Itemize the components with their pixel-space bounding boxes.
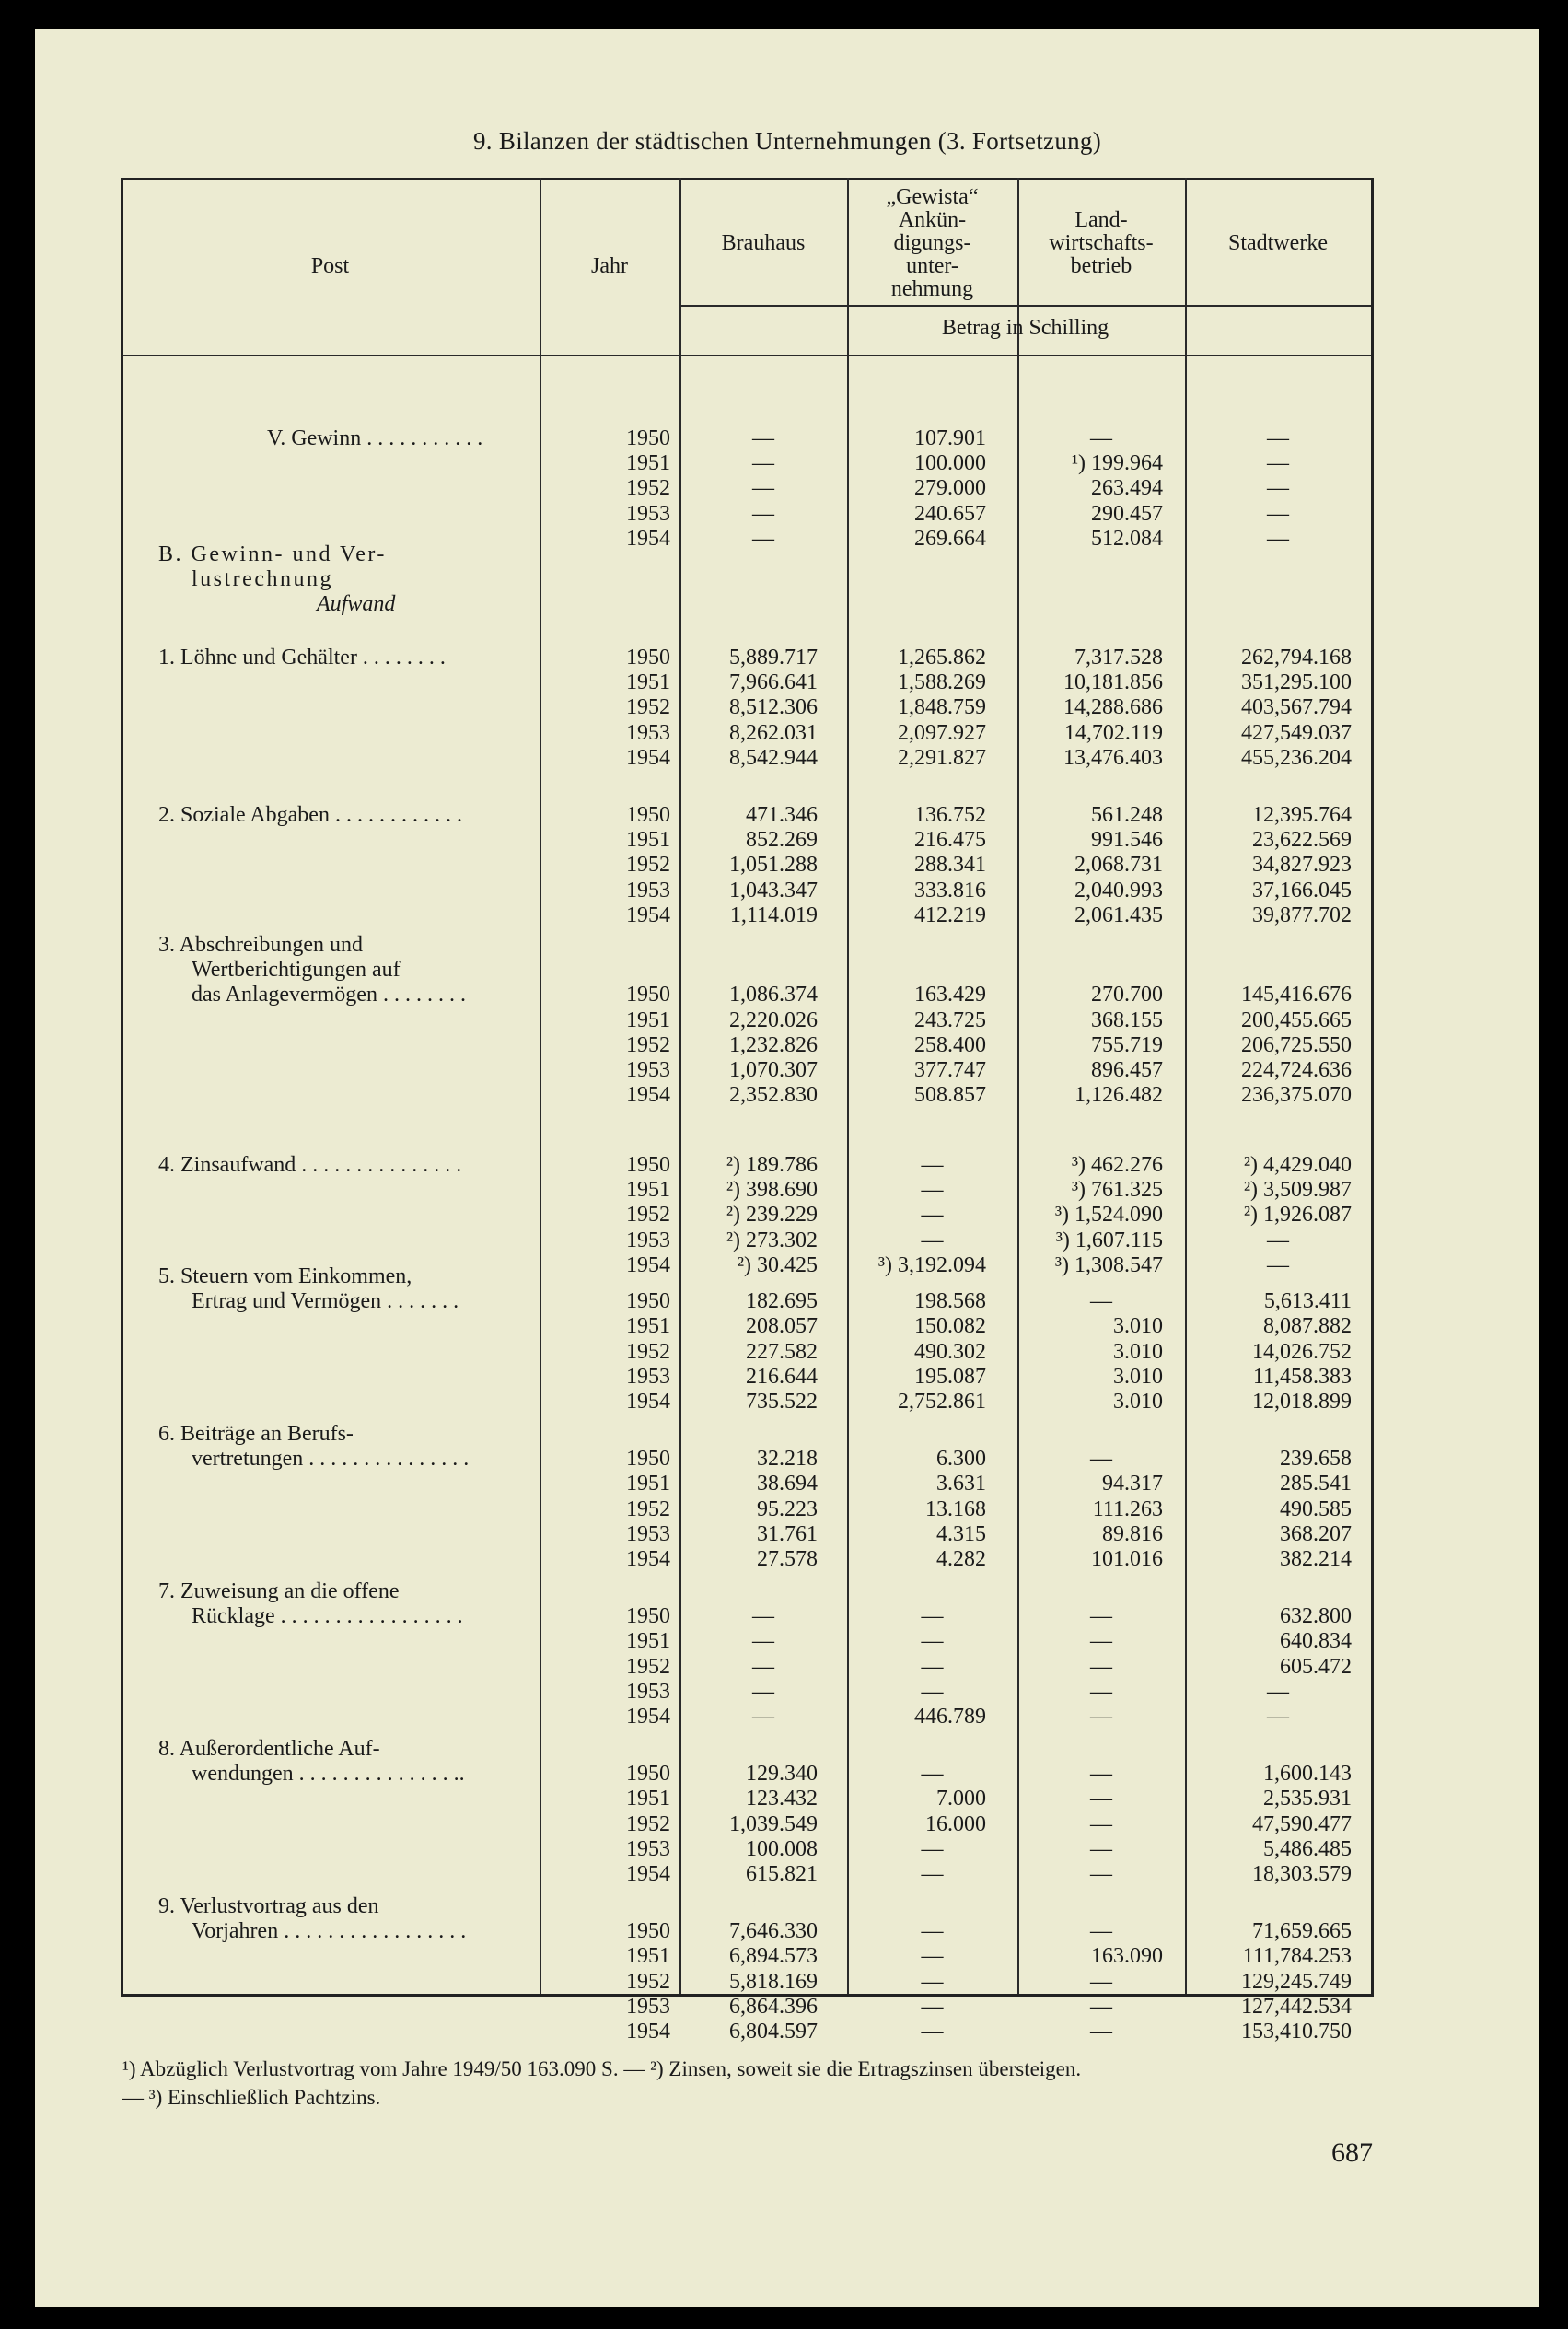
value-cell: 368.207 bbox=[1280, 1521, 1352, 1546]
value-cell: — bbox=[752, 1705, 774, 1729]
value-cell: 412.219 bbox=[914, 902, 986, 927]
value-cell: — bbox=[1090, 1994, 1112, 2019]
year-cell: 1951 bbox=[626, 670, 670, 695]
post-label: Aufwand bbox=[317, 592, 396, 617]
value-cell: 7,317.528 bbox=[1074, 646, 1163, 670]
value-cell: 471.346 bbox=[746, 803, 818, 827]
year-cell: 1953 bbox=[626, 501, 670, 526]
value-cell: — bbox=[921, 1153, 944, 1177]
post-label: 9. Verlustvortrag aus den bbox=[158, 1894, 379, 1918]
value-cell: — bbox=[752, 476, 774, 501]
value-cell: — bbox=[1090, 1447, 1112, 1472]
value-cell: 3.010 bbox=[1113, 1364, 1163, 1389]
value-cell: 1,114.019 bbox=[729, 902, 818, 927]
value-cell: 32.218 bbox=[757, 1447, 818, 1472]
year-cell: 1953 bbox=[626, 1228, 670, 1252]
value-cell: 403,567.794 bbox=[1241, 695, 1352, 720]
year-cell: 1950 bbox=[626, 983, 670, 1007]
value-cell: — bbox=[1090, 1679, 1112, 1704]
value-cell: 206,725.550 bbox=[1241, 1032, 1352, 1057]
value-cell: ³) 3,192.094 bbox=[877, 1252, 986, 1277]
value-cell: 377.747 bbox=[914, 1058, 986, 1082]
value-cell: 71,659.665 bbox=[1252, 1919, 1352, 1944]
post-label: 7. Zuweisung an die offene bbox=[158, 1579, 400, 1603]
value-cell: 896.457 bbox=[1091, 1058, 1163, 1082]
value-cell: 14,702.119 bbox=[1063, 720, 1163, 745]
year-cell: 1954 bbox=[626, 902, 670, 927]
value-cell: 279.000 bbox=[914, 476, 986, 501]
value-cell: 224,724.636 bbox=[1241, 1058, 1352, 1082]
value-cell: 127,442.534 bbox=[1241, 1994, 1352, 2019]
year-cell: 1954 bbox=[626, 1390, 670, 1414]
year-cell: 1952 bbox=[626, 1032, 670, 1057]
value-cell: — bbox=[752, 1604, 774, 1629]
year-cell: 1951 bbox=[626, 1629, 670, 1654]
document-page bbox=[35, 29, 1539, 2307]
value-cell: ²) 239.229 bbox=[726, 1203, 818, 1228]
footnote-line: — ³) Einschließlich Pachtzins. bbox=[122, 2086, 381, 2109]
header-rule bbox=[122, 355, 1371, 356]
value-cell: 446.789 bbox=[914, 1705, 986, 1729]
year-cell: 1953 bbox=[626, 720, 670, 745]
unit-rule bbox=[679, 305, 1371, 307]
value-cell: 270.700 bbox=[1091, 983, 1163, 1007]
value-cell: 8,542.944 bbox=[729, 745, 818, 770]
value-cell: 2,097.927 bbox=[898, 720, 986, 745]
year-cell: 1952 bbox=[626, 695, 670, 720]
value-cell: 107.901 bbox=[914, 426, 986, 450]
value-cell: 123.432 bbox=[746, 1787, 818, 1811]
value-cell: 1,043.347 bbox=[729, 878, 818, 902]
value-cell: 11,458.383 bbox=[1252, 1364, 1352, 1389]
value-cell: — bbox=[921, 1862, 944, 1886]
year-cell: 1951 bbox=[626, 1178, 670, 1203]
value-cell: 153,410.750 bbox=[1241, 2020, 1352, 2044]
value-cell: 2,061.435 bbox=[1074, 902, 1163, 927]
value-cell: ²) 189.786 bbox=[726, 1153, 818, 1177]
value-cell: 100.008 bbox=[746, 1836, 818, 1861]
value-cell: 1,600.143 bbox=[1263, 1762, 1352, 1787]
value-cell: 262,794.168 bbox=[1241, 646, 1352, 670]
year-cell: 1954 bbox=[626, 1862, 670, 1886]
value-cell: 258.400 bbox=[914, 1032, 986, 1057]
year-cell: 1952 bbox=[626, 1811, 670, 1836]
value-cell: — bbox=[921, 1919, 944, 1944]
value-cell: — bbox=[1267, 1228, 1289, 1252]
value-cell: 263.494 bbox=[1091, 476, 1163, 501]
post-label: Vorjahren . . . . . . . . . . . . . . . . . bbox=[192, 1919, 467, 1944]
year-cell: 1950 bbox=[626, 1604, 670, 1629]
value-cell: 2,291.827 bbox=[898, 745, 986, 770]
value-cell: 13.168 bbox=[925, 1496, 986, 1521]
value-cell: 240.657 bbox=[914, 501, 986, 526]
value-cell: 111.263 bbox=[1092, 1496, 1163, 1521]
year-cell: 1950 bbox=[626, 1447, 670, 1472]
value-cell: — bbox=[921, 2020, 944, 2044]
value-cell: 38.694 bbox=[757, 1472, 818, 1496]
value-cell: 490.585 bbox=[1280, 1496, 1352, 1521]
year-cell: 1954 bbox=[626, 526, 670, 551]
value-cell: — bbox=[921, 1629, 944, 1654]
year-cell: 1952 bbox=[626, 1203, 670, 1228]
year-cell: 1952 bbox=[626, 476, 670, 501]
year-cell: 1953 bbox=[626, 1679, 670, 1704]
year-cell: 1951 bbox=[626, 1007, 670, 1032]
value-cell: 290.457 bbox=[1091, 501, 1163, 526]
value-cell: 236,375.070 bbox=[1241, 1083, 1352, 1108]
value-cell: 23,622.569 bbox=[1252, 828, 1352, 853]
year-cell: 1953 bbox=[626, 878, 670, 902]
year-cell: 1950 bbox=[626, 1289, 670, 1314]
value-cell: 512.084 bbox=[1091, 526, 1163, 551]
value-cell: ³) 462.276 bbox=[1071, 1153, 1163, 1177]
post-label: Wertberichtigungen auf bbox=[192, 958, 401, 983]
value-cell: 1,039.549 bbox=[729, 1811, 818, 1836]
footnote-line: ¹) Abzüglich Verlustvortrag vom Jahre 1949/50 163.090 S. — ²) Zinsen, soweit sie die Ertragszinsen übersteigen. bbox=[122, 2057, 1082, 2080]
value-cell: 4.315 bbox=[936, 1521, 986, 1546]
value-cell: 3.010 bbox=[1113, 1390, 1163, 1414]
year-cell: 1951 bbox=[626, 828, 670, 853]
value-cell: 1,588.269 bbox=[898, 670, 986, 695]
year-cell: 1951 bbox=[626, 1314, 670, 1339]
year-cell: 1954 bbox=[626, 745, 670, 770]
post-label: 3. Abschreibungen und bbox=[158, 933, 363, 957]
value-cell: 145,416.676 bbox=[1241, 983, 1352, 1007]
value-cell: — bbox=[752, 526, 774, 551]
value-cell: 3.010 bbox=[1113, 1314, 1163, 1339]
value-cell: 1,265.862 bbox=[898, 646, 986, 670]
value-cell: 94.317 bbox=[1102, 1472, 1163, 1496]
value-cell: — bbox=[921, 1654, 944, 1679]
value-cell: — bbox=[1090, 1862, 1112, 1886]
value-cell: 333.816 bbox=[914, 878, 986, 902]
value-cell: — bbox=[1267, 526, 1289, 551]
header-column-line: unter- bbox=[906, 253, 958, 278]
value-cell: 368.155 bbox=[1091, 1007, 1163, 1032]
value-cell: 14,288.686 bbox=[1063, 695, 1163, 720]
value-cell: 2,752.861 bbox=[898, 1390, 986, 1414]
value-cell: 12,395.764 bbox=[1252, 803, 1352, 827]
value-cell: 163.090 bbox=[1091, 1944, 1163, 1969]
value-cell: 755.719 bbox=[1091, 1032, 1163, 1057]
value-cell: ¹) 199.964 bbox=[1071, 451, 1163, 476]
header-post: Post bbox=[310, 254, 350, 278]
post-label: 5. Steuern vom Einkommen, bbox=[158, 1264, 412, 1288]
value-cell: 182.695 bbox=[746, 1289, 818, 1314]
value-cell: — bbox=[1090, 2020, 1112, 2044]
value-cell: 5,818.169 bbox=[729, 1969, 818, 1994]
value-cell: 216.475 bbox=[914, 828, 986, 853]
value-cell: 5,613.411 bbox=[1263, 1289, 1352, 1314]
value-cell: — bbox=[1090, 1811, 1112, 1836]
value-cell: 95.223 bbox=[757, 1496, 818, 1521]
value-cell: 490.302 bbox=[914, 1339, 986, 1364]
header-column bbox=[1185, 232, 1371, 255]
value-cell: ³) 1,607.115 bbox=[1055, 1228, 1163, 1252]
value-cell: 216.644 bbox=[746, 1364, 818, 1389]
value-cell: — bbox=[1267, 426, 1289, 450]
year-cell: 1951 bbox=[626, 1944, 670, 1969]
year-cell: 1950 bbox=[626, 426, 670, 450]
post-label: vertretungen . . . . . . . . . . . . . . . bbox=[192, 1447, 470, 1472]
header-column-line: nehmung bbox=[890, 276, 974, 301]
header-column-line: Land- bbox=[1074, 207, 1128, 232]
value-cell: — bbox=[921, 1679, 944, 1704]
post-label: lustrechnung bbox=[192, 567, 333, 592]
value-cell: 6.300 bbox=[936, 1447, 986, 1472]
value-cell: 288.341 bbox=[914, 853, 986, 878]
header-column-line: „Gewista“ bbox=[886, 184, 979, 209]
value-cell: — bbox=[921, 1944, 944, 1969]
value-cell: 7,646.330 bbox=[729, 1919, 818, 1944]
value-cell: ²) 398.690 bbox=[726, 1178, 818, 1203]
post-label: 6. Beiträge an Berufs- bbox=[158, 1422, 354, 1446]
value-cell: — bbox=[921, 1604, 944, 1629]
post-label: das Anlagevermögen . . . . . . . . bbox=[192, 983, 466, 1007]
value-cell: — bbox=[1090, 1919, 1112, 1944]
value-cell: 5,889.717 bbox=[729, 646, 818, 670]
value-cell: 208.057 bbox=[746, 1314, 818, 1339]
year-cell: 1953 bbox=[626, 1058, 670, 1082]
value-cell: — bbox=[1090, 1604, 1112, 1629]
value-cell: 5,486.485 bbox=[1263, 1836, 1352, 1861]
value-cell: 6,894.573 bbox=[729, 1944, 818, 1969]
value-cell: 129,245.749 bbox=[1241, 1969, 1352, 1994]
value-cell: — bbox=[921, 1969, 944, 1994]
value-cell: — bbox=[752, 426, 774, 450]
value-cell: 632.800 bbox=[1280, 1604, 1352, 1629]
year-cell: 1953 bbox=[626, 1994, 670, 2019]
value-cell: 1,070.307 bbox=[729, 1058, 818, 1082]
value-cell: — bbox=[921, 1994, 944, 2019]
year-cell: 1952 bbox=[626, 1496, 670, 1521]
year-cell: 1950 bbox=[626, 646, 670, 670]
value-cell: 239.658 bbox=[1280, 1447, 1352, 1472]
post-label: 2. Soziale Abgaben . . . . . . . . . . . . bbox=[158, 803, 462, 827]
value-cell: 37,166.045 bbox=[1252, 878, 1352, 902]
header-column bbox=[679, 232, 847, 255]
value-cell: 2,352.830 bbox=[729, 1083, 818, 1108]
value-cell: 8,087.882 bbox=[1263, 1314, 1352, 1339]
value-cell: 7,966.641 bbox=[729, 670, 818, 695]
footnotes bbox=[122, 2055, 1430, 2112]
post-label: Rücklage . . . . . . . . . . . . . . . . . bbox=[192, 1604, 463, 1629]
value-cell: 4.282 bbox=[936, 1547, 986, 1571]
header-column-line: digungs- bbox=[893, 230, 971, 255]
year-cell: 1952 bbox=[626, 1969, 670, 1994]
year-cell: 1950 bbox=[626, 1153, 670, 1177]
value-cell: — bbox=[752, 1654, 774, 1679]
value-cell: 227.582 bbox=[746, 1339, 818, 1364]
value-cell: — bbox=[921, 1228, 944, 1252]
value-cell: 640.834 bbox=[1280, 1629, 1352, 1654]
header-jahr: Jahr bbox=[591, 254, 628, 278]
value-cell: ³) 761.325 bbox=[1071, 1178, 1163, 1203]
value-cell: 1,848.759 bbox=[898, 695, 986, 720]
value-cell: ²) 273.302 bbox=[726, 1228, 818, 1252]
year-cell: 1951 bbox=[626, 451, 670, 476]
year-cell: 1952 bbox=[626, 853, 670, 878]
table-title: 9. Bilanzen der städtischen Unternehmungen (3. Fortsetzung) bbox=[472, 127, 1102, 155]
year-cell: 1953 bbox=[626, 1521, 670, 1546]
year-cell: 1954 bbox=[626, 1252, 670, 1277]
value-cell: — bbox=[921, 1203, 944, 1228]
value-cell: — bbox=[752, 451, 774, 476]
value-cell: — bbox=[1267, 1705, 1289, 1729]
value-cell: 7.000 bbox=[936, 1787, 986, 1811]
post-label: B. Gewinn- und Ver- bbox=[158, 542, 387, 566]
value-cell: 136.752 bbox=[914, 803, 986, 827]
value-cell: 285.541 bbox=[1280, 1472, 1352, 1496]
value-cell: — bbox=[1090, 1969, 1112, 1994]
value-cell: 2,220.026 bbox=[729, 1007, 818, 1032]
value-cell: 163.429 bbox=[914, 983, 986, 1007]
post-label: Ertrag und Vermögen . . . . . . . bbox=[192, 1289, 459, 1314]
year-cell: 1954 bbox=[626, 1705, 670, 1729]
value-cell: — bbox=[1090, 1762, 1112, 1787]
value-cell: 14,026.752 bbox=[1252, 1339, 1352, 1364]
header-column-line: Stadtwerke bbox=[1228, 230, 1328, 255]
value-cell: 8,262.031 bbox=[729, 720, 818, 745]
value-cell: 1,086.374 bbox=[729, 983, 818, 1007]
value-cell: 39,877.702 bbox=[1252, 902, 1352, 927]
page-number: 687 bbox=[1331, 2137, 1373, 2168]
value-cell: — bbox=[1090, 1629, 1112, 1654]
year-cell: 1950 bbox=[626, 1762, 670, 1787]
value-cell: 269.664 bbox=[914, 526, 986, 551]
header-column-line: Brauhaus bbox=[721, 230, 806, 255]
year-cell: 1950 bbox=[626, 1919, 670, 1944]
value-cell: 2,068.731 bbox=[1074, 853, 1163, 878]
value-cell: 3.631 bbox=[936, 1472, 986, 1496]
value-cell: 31.761 bbox=[757, 1521, 818, 1546]
value-cell: — bbox=[1267, 501, 1289, 526]
value-cell: 1,051.288 bbox=[729, 853, 818, 878]
year-cell: 1950 bbox=[626, 803, 670, 827]
value-cell: 100.000 bbox=[914, 451, 986, 476]
year-cell: 1953 bbox=[626, 1364, 670, 1389]
value-cell: — bbox=[752, 1629, 774, 1654]
value-cell: 12,018.899 bbox=[1252, 1390, 1352, 1414]
value-cell: 101.016 bbox=[1091, 1547, 1163, 1571]
value-cell: 561.248 bbox=[1091, 803, 1163, 827]
value-cell: — bbox=[1267, 1252, 1289, 1277]
value-cell: 991.546 bbox=[1091, 828, 1163, 853]
value-cell: 1,232.826 bbox=[729, 1032, 818, 1057]
value-cell: 129.340 bbox=[746, 1762, 818, 1787]
value-cell: 27.578 bbox=[757, 1547, 818, 1571]
value-cell: — bbox=[1267, 1679, 1289, 1704]
year-cell: 1954 bbox=[626, 2020, 670, 2044]
header-column bbox=[1017, 209, 1185, 278]
value-cell: 198.568 bbox=[914, 1289, 986, 1314]
value-cell: 111,784.253 bbox=[1242, 1944, 1352, 1969]
value-cell: — bbox=[1090, 426, 1112, 450]
value-cell: 47,590.477 bbox=[1252, 1811, 1352, 1836]
year-cell: 1952 bbox=[626, 1339, 670, 1364]
value-cell: 2,040.993 bbox=[1074, 878, 1163, 902]
post-label: V. Gewinn . . . . . . . . . . . bbox=[267, 426, 483, 450]
value-cell: ²) 4,429.040 bbox=[1243, 1153, 1352, 1177]
value-cell: — bbox=[921, 1178, 944, 1203]
value-cell: — bbox=[1090, 1787, 1112, 1811]
year-cell: 1952 bbox=[626, 1654, 670, 1679]
value-cell: 605.472 bbox=[1280, 1654, 1352, 1679]
value-cell: 1,126.482 bbox=[1074, 1083, 1163, 1108]
value-cell: — bbox=[921, 1836, 944, 1861]
value-cell: — bbox=[752, 501, 774, 526]
year-cell: 1954 bbox=[626, 1083, 670, 1108]
value-cell: — bbox=[921, 1762, 944, 1787]
value-cell: — bbox=[1090, 1654, 1112, 1679]
value-cell: 150.082 bbox=[914, 1314, 986, 1339]
value-cell: 735.522 bbox=[746, 1390, 818, 1414]
value-cell: 351,295.100 bbox=[1241, 670, 1352, 695]
value-cell: ²) 1,926.087 bbox=[1243, 1203, 1352, 1228]
value-cell: — bbox=[1090, 1836, 1112, 1861]
year-cell: 1951 bbox=[626, 1472, 670, 1496]
value-cell: 508.857 bbox=[914, 1083, 986, 1108]
header-column bbox=[847, 186, 1017, 301]
value-cell: 195.087 bbox=[914, 1364, 986, 1389]
value-cell: 455,236.204 bbox=[1241, 745, 1352, 770]
value-cell: 2,535.931 bbox=[1263, 1787, 1352, 1811]
value-cell: 852.269 bbox=[746, 828, 818, 853]
value-cell: 243.725 bbox=[914, 1007, 986, 1032]
value-cell: 382.214 bbox=[1280, 1547, 1352, 1571]
value-cell: — bbox=[1267, 476, 1289, 501]
post-label: wendungen . . . . . . . . . . . . . . .. bbox=[192, 1762, 465, 1787]
header-column-line: betrieb bbox=[1070, 253, 1132, 278]
value-cell: 6,864.396 bbox=[729, 1994, 818, 2019]
value-cell: 8,512.306 bbox=[729, 695, 818, 720]
value-cell: 6,804.597 bbox=[729, 2020, 818, 2044]
value-cell: 10,181.856 bbox=[1063, 670, 1163, 695]
value-cell: ³) 1,524.090 bbox=[1054, 1203, 1163, 1228]
value-cell: 89.816 bbox=[1102, 1521, 1163, 1546]
year-cell: 1954 bbox=[626, 1547, 670, 1571]
post-label: 8. Außerordentliche Auf- bbox=[158, 1737, 380, 1761]
header-column-line: Ankün- bbox=[898, 207, 967, 232]
value-cell: 34,827.923 bbox=[1252, 853, 1352, 878]
value-cell: 3.010 bbox=[1113, 1339, 1163, 1364]
value-cell: 18,303.579 bbox=[1252, 1862, 1352, 1886]
header-unit: Betrag in Schilling bbox=[941, 316, 1109, 340]
post-label: 1. Löhne und Gehälter . . . . . . . . bbox=[158, 646, 446, 670]
year-cell: 1953 bbox=[626, 1836, 670, 1861]
value-cell: 427,549.037 bbox=[1241, 720, 1352, 745]
post-label: 4. Zinsaufwand . . . . . . . . . . . . . . . bbox=[158, 1153, 462, 1177]
value-cell: ²) 3,509.987 bbox=[1243, 1178, 1352, 1203]
column-rule bbox=[540, 178, 541, 1994]
value-cell: ³) 1,308.547 bbox=[1054, 1252, 1163, 1277]
value-cell: 13,476.403 bbox=[1063, 745, 1163, 770]
value-cell: — bbox=[1090, 1289, 1112, 1314]
value-cell: ²) 30.425 bbox=[737, 1252, 818, 1277]
value-cell: — bbox=[752, 1679, 774, 1704]
header-column-line: wirtschafts- bbox=[1049, 230, 1154, 255]
value-cell: — bbox=[1267, 451, 1289, 476]
year-cell: 1951 bbox=[626, 1787, 670, 1811]
value-cell: 200,455.665 bbox=[1241, 1007, 1352, 1032]
value-cell: 16.000 bbox=[925, 1811, 986, 1836]
value-cell: 615.821 bbox=[746, 1862, 818, 1886]
value-cell: — bbox=[1090, 1705, 1112, 1729]
